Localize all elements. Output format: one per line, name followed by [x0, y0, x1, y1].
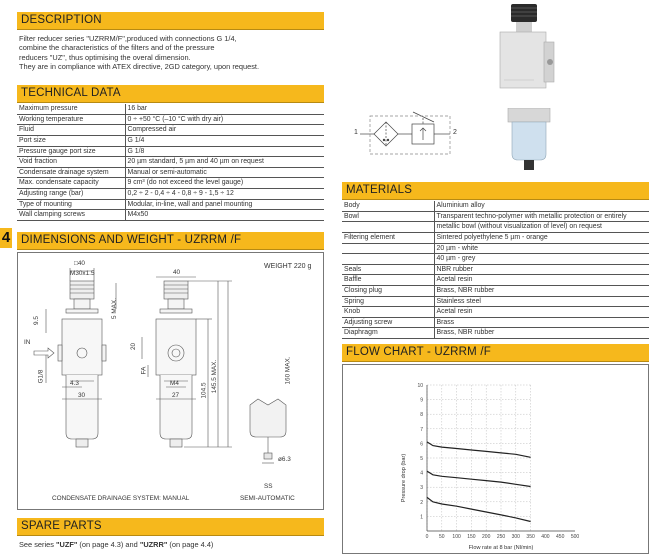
row-value: Transparent techno-polymer with metallic protection or entirely: [434, 211, 649, 222]
table-row: [342, 243, 649, 254]
table-row: [17, 199, 324, 210]
dimensions-heading: DIMENSIONS AND WEIGHT - UZRRM /F: [17, 232, 324, 250]
pneumatic-symbol: [350, 110, 460, 160]
y-tick-label: 9: [420, 397, 423, 404]
page-section-tab: 4: [1, 229, 11, 246]
description-line: combine the characteristics of the filters and of the pressure: [19, 43, 215, 53]
y-axis-label: Pressure drop (bar): [401, 453, 407, 503]
spare-parts-heading: SPARE PARTS: [17, 518, 324, 536]
row-key: Wall clamping screws: [17, 210, 125, 221]
row-value: 0 ÷ +50 °C (–10 °C with dry air): [125, 114, 324, 125]
x-tick-label: 300: [511, 534, 520, 540]
row-value: 20 µm - white: [434, 243, 649, 254]
description-line: reducers "UZ", thus optimising the overal dimension.: [19, 52, 191, 62]
row-value: 40 µm - grey: [434, 254, 649, 265]
dim-20: 20: [130, 342, 138, 351]
x-tick-label: 150: [467, 534, 476, 540]
description-text: [19, 34, 329, 72]
dim-160: 160 MAX.: [284, 356, 292, 385]
table-row: [17, 178, 324, 189]
table-row: [342, 222, 649, 233]
dim-ss: SS: [264, 483, 273, 490]
materials-heading: MATERIALS: [342, 182, 649, 200]
row-key: Port size: [17, 136, 125, 147]
dim-fa: FA: [140, 366, 148, 375]
description-line: Filter reducer series "UZRRM/F",produced with connections G 1/4,: [19, 34, 237, 43]
table-row: [342, 286, 649, 297]
row-key: Body: [342, 201, 434, 211]
row-value: 0,2 ÷ 2 - 0,4 ÷ 4 - 0,8 ÷ 9 - 1,5 ÷ 12: [125, 189, 324, 200]
row-value: 20 µm standard, 5 µm and 40 µm on request: [125, 157, 324, 168]
description-heading: DESCRIPTION: [17, 12, 324, 30]
row-key: Type of mounting: [17, 199, 125, 210]
row-key: Baffle: [342, 275, 434, 286]
y-tick-label: 4: [420, 470, 423, 477]
x-tick-label: 250: [496, 534, 506, 540]
dim-145-5: 145.5 MAX.: [211, 359, 219, 394]
dim-27: 27: [172, 392, 180, 399]
caption-semi-automatic: SEMI-AUTOMATIC: [240, 495, 295, 502]
dim-104-5: 104.5: [200, 382, 208, 399]
filter-bowl-photo: [504, 108, 554, 178]
row-value: Brass, NBR rubber: [434, 328, 649, 339]
table-row: [17, 146, 324, 157]
y-tick-label: 6: [420, 441, 423, 448]
table-row: [17, 210, 324, 221]
dim-5max: 5 MAX.: [110, 298, 118, 319]
x-tick-label: 0: [425, 534, 429, 540]
row-value: Acetal resin: [434, 307, 649, 318]
dimensions-drawing-box: [17, 252, 324, 510]
row-value: Aluminium alloy: [434, 201, 649, 211]
row-value: Brass: [434, 317, 649, 328]
row-value: Stainless steel: [434, 296, 649, 307]
dim-sq40: □40: [74, 260, 85, 267]
row-key: Working temperature: [17, 114, 125, 125]
x-tick-label: 50: [439, 534, 445, 540]
table-row: [17, 167, 324, 178]
row-key: Knob: [342, 307, 434, 318]
row-value: Manual or semi-automatic: [125, 167, 324, 178]
product-photo: [484, 2, 564, 107]
dim-m4: M4: [170, 380, 179, 387]
row-value: 9 cm³ (do not exceed the level gauge): [125, 178, 324, 189]
row-key: Filtering element: [342, 233, 434, 244]
y-tick-label: 8: [420, 412, 423, 419]
technical-data-heading: TECHNICAL DATA: [17, 85, 324, 103]
row-value: G 1/4: [125, 136, 324, 147]
row-key: Adjusting range (bar): [17, 189, 125, 200]
dim-40: 40: [173, 269, 181, 276]
table-row: [342, 317, 649, 328]
flow-chart-heading: FLOW CHART - UZRRM /F: [342, 344, 649, 362]
row-key: Pressure gauge port size: [17, 146, 125, 157]
spare-prefix: See series: [19, 540, 56, 549]
y-tick-label: 3: [420, 485, 423, 492]
series-line: [427, 471, 531, 486]
table-row: [342, 201, 649, 211]
row-value: 16 bar: [125, 104, 324, 114]
table-row: [17, 157, 324, 168]
technical-data-table: [17, 104, 324, 221]
row-key: Seals: [342, 264, 434, 275]
spare-mid: (on page 4.3) and: [77, 540, 140, 549]
dim-4-3: 4.3: [70, 380, 79, 387]
flow-chart: [343, 365, 650, 555]
x-tick-label: 500: [570, 534, 580, 540]
spare-suffix: (on page 4.4): [167, 540, 214, 549]
materials-table: [342, 201, 649, 339]
symbol-port-1: 1: [354, 129, 358, 136]
row-key: Diaphragm: [342, 328, 434, 339]
row-key: Adjusting screw: [342, 317, 434, 328]
y-tick-label: 10: [417, 383, 423, 389]
row-key: Bowl: [342, 211, 434, 222]
symbol-port-2: 2: [453, 129, 457, 136]
dim-9-5: 9.5: [32, 316, 40, 325]
row-key: [342, 222, 434, 233]
row-value: Modular, in-line, wall and panel mounting: [125, 199, 324, 210]
table-row: [342, 328, 649, 339]
flow-chart-box: [342, 364, 649, 554]
table-row: [342, 264, 649, 275]
weight-label: WEIGHT 220 g: [264, 263, 312, 270]
caption-manual: CONDENSATE DRAINAGE SYSTEM: MANUAL: [52, 495, 190, 502]
dim-in: IN: [24, 339, 31, 346]
table-row: [17, 125, 324, 136]
table-row: [342, 296, 649, 307]
row-key: Condensate drainage system: [17, 167, 125, 178]
series-line: [427, 497, 531, 521]
table-row: [342, 307, 649, 318]
row-key: [342, 243, 434, 254]
description-line: They are in compliance with ATEX directive, 2GD category, upon request.: [19, 62, 260, 72]
row-key: Void fraction: [17, 157, 125, 168]
row-key: Max. condensate capacity: [17, 178, 125, 189]
table-row: [17, 136, 324, 147]
row-value: Brass, NBR rubber: [434, 286, 649, 297]
row-key: Maximum pressure: [17, 104, 125, 114]
row-value: G 1/8: [125, 146, 324, 157]
x-tick-label: 400: [541, 534, 550, 540]
row-value: Acetal resin: [434, 275, 649, 286]
y-tick-label: 2: [420, 499, 423, 506]
row-key: [342, 254, 434, 265]
x-tick-label: 450: [556, 534, 565, 540]
y-tick-label: 7: [420, 426, 423, 433]
dim-6-3: ø6.3: [278, 456, 291, 463]
y-tick-label: 5: [420, 456, 423, 462]
row-value: NBR rubber: [434, 264, 649, 275]
x-tick-label: 350: [526, 534, 535, 540]
row-key: Fluid: [17, 125, 125, 136]
series-line: [427, 442, 531, 457]
dim-m30: M30x1.5: [70, 270, 95, 277]
dim-g18: G1/8: [37, 369, 45, 384]
table-row: [17, 114, 324, 125]
row-key: Spring: [342, 296, 434, 307]
table-row: [17, 104, 324, 114]
row-value: metallic bowl (without visualization of level) on request: [434, 222, 649, 233]
spare-uzrr-link[interactable]: "UZRR": [139, 540, 168, 549]
row-value: Compressed air: [125, 125, 324, 136]
table-row: [342, 275, 649, 286]
x-tick-label: 100: [452, 534, 461, 540]
spare-uzf-link[interactable]: "UZF": [55, 540, 78, 549]
row-key: Closing plug: [342, 286, 434, 297]
dim-30: 30: [78, 392, 86, 399]
row-value: M4x50: [125, 210, 324, 221]
table-row: [342, 233, 649, 244]
x-axis-label: Flow rate at 8 bar (Nl/min): [468, 545, 534, 551]
y-tick-label: 1: [420, 514, 423, 521]
x-tick-label: 200: [482, 534, 491, 540]
row-value: Sintered polyethylene 5 µm - orange: [434, 233, 649, 244]
table-row: [17, 189, 324, 200]
table-row: [342, 254, 649, 265]
spare-parts-text: [19, 540, 329, 549]
table-row: [342, 211, 649, 222]
